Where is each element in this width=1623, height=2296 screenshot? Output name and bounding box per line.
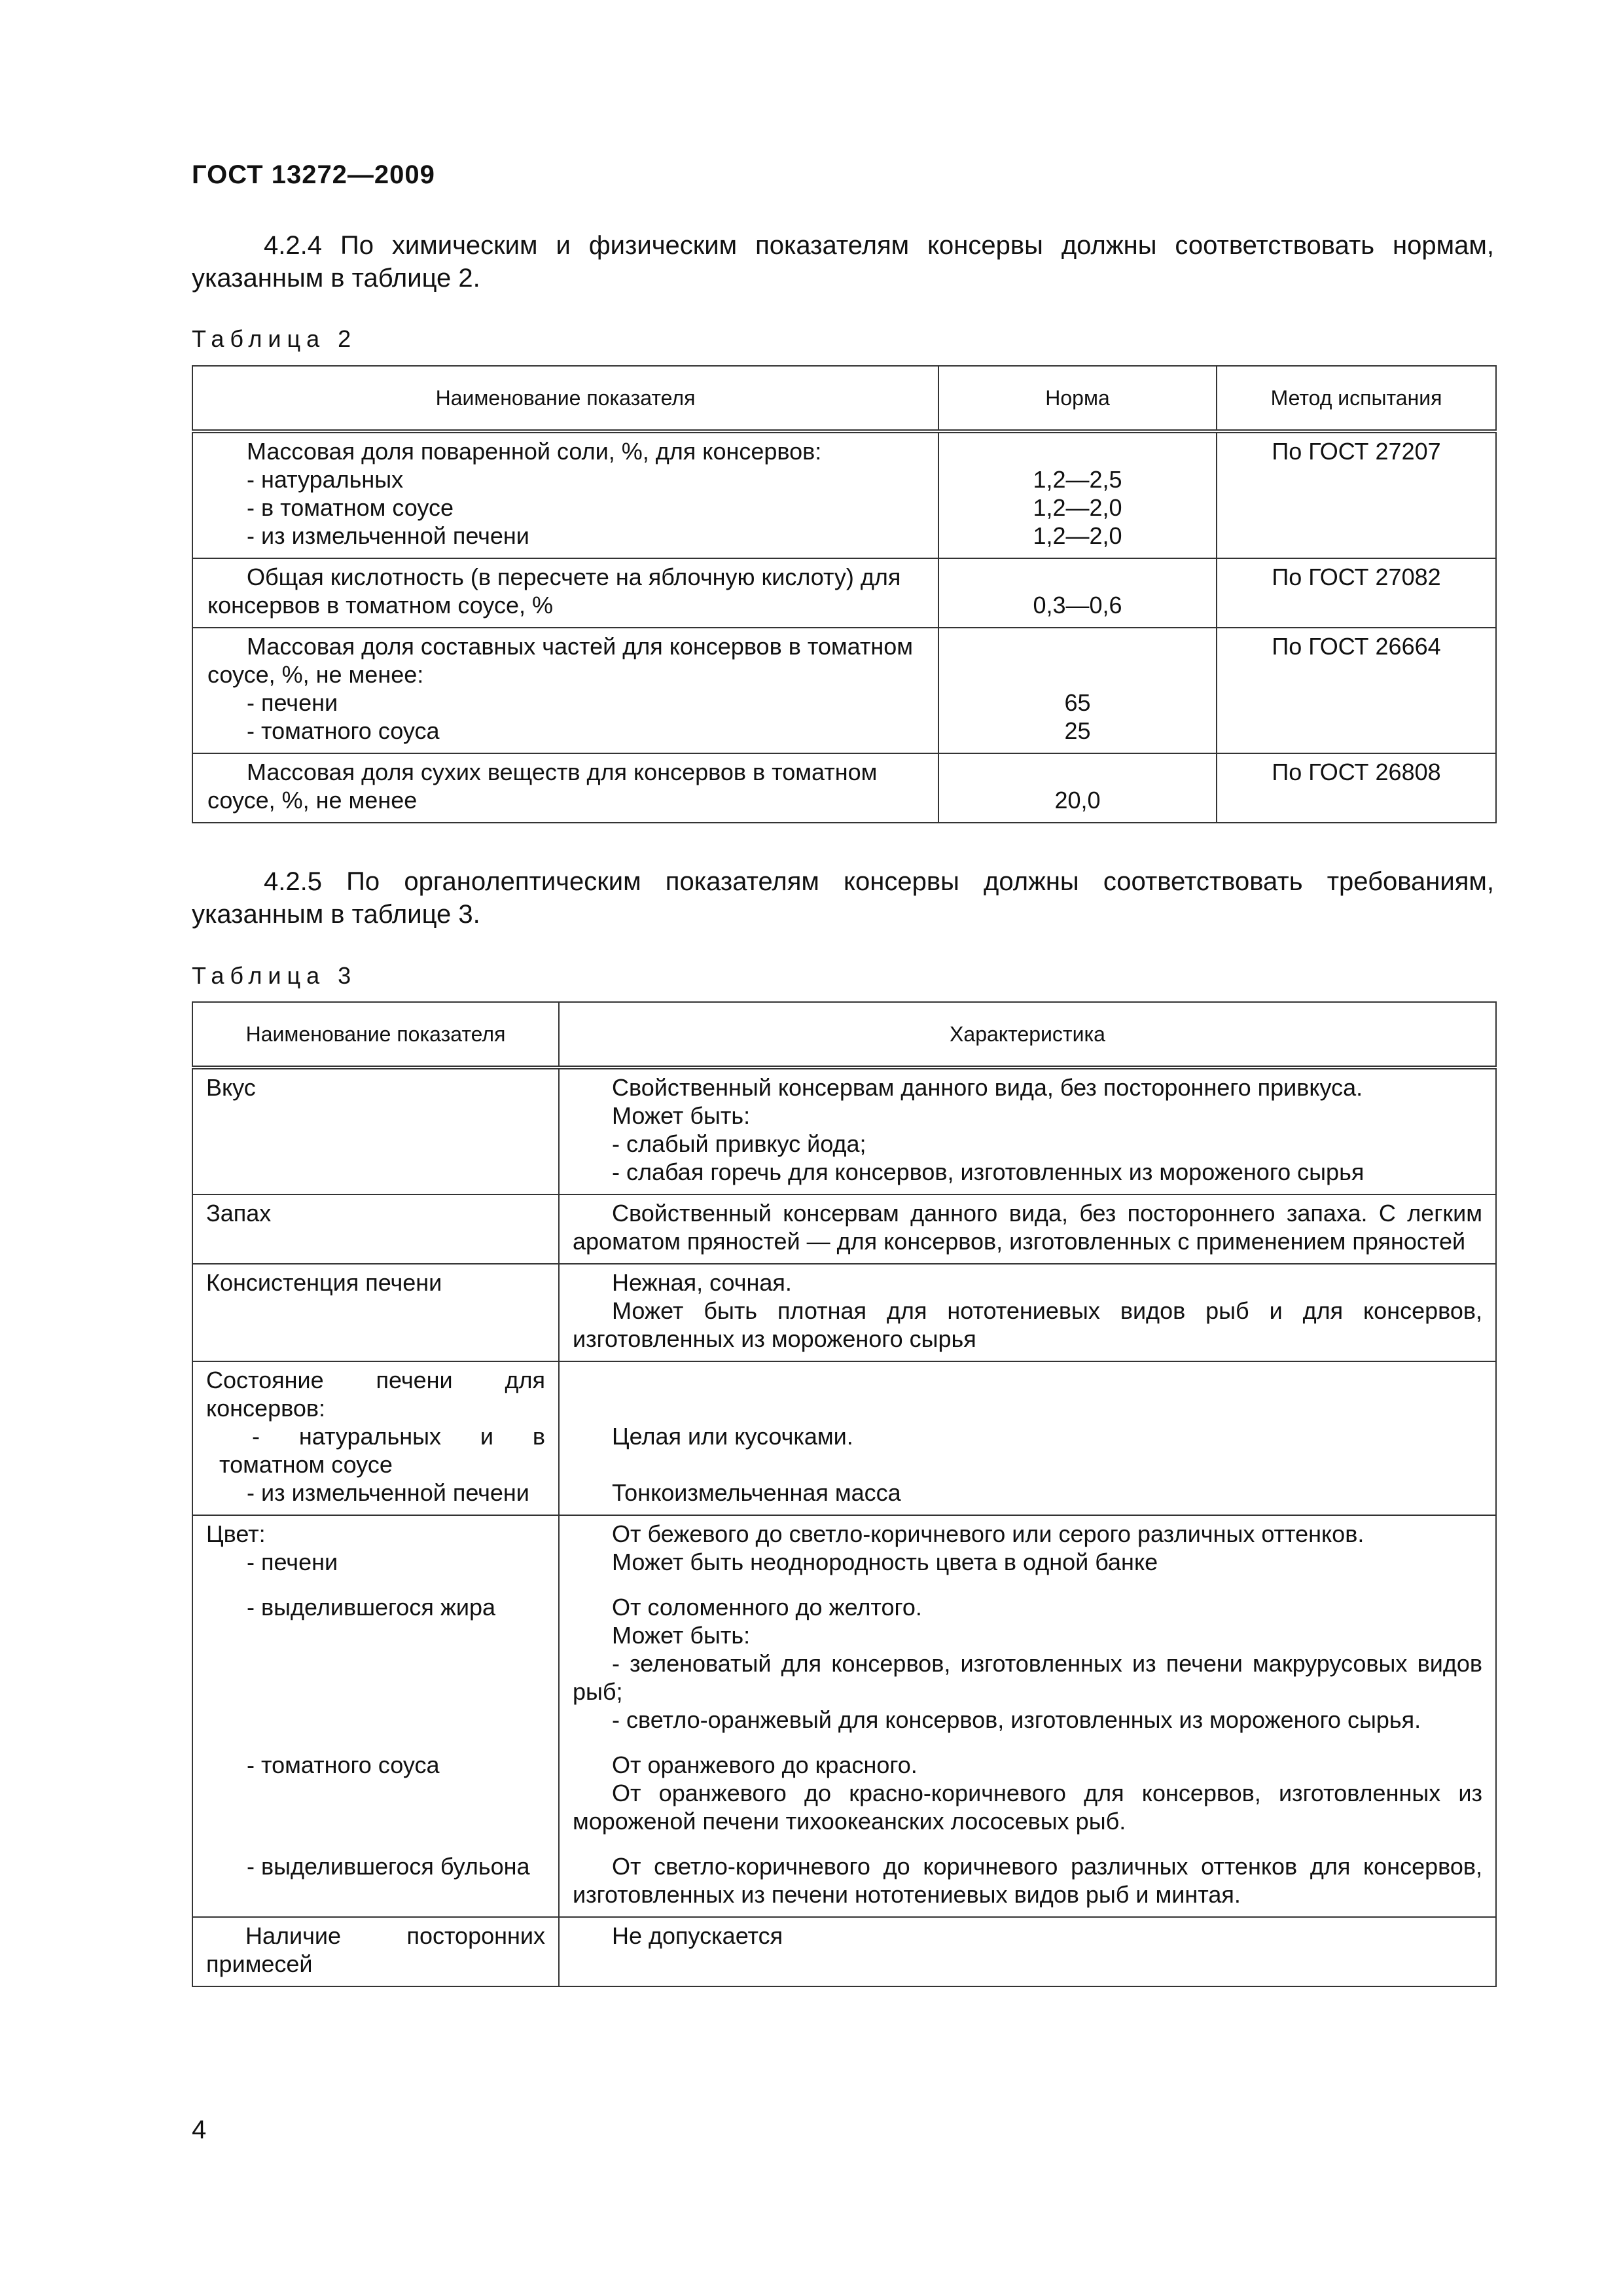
table-row [192, 628, 1496, 753]
table-row-impurities [192, 1917, 1496, 1986]
column-header: Метод испытания [1217, 366, 1496, 431]
characteristic-text: Не допускается [559, 1917, 1496, 1986]
indicator-name: Вкус [192, 1067, 559, 1194]
column-header: Норма [938, 366, 1217, 431]
norm-value: 20,0 [938, 753, 1217, 823]
characteristic-text: Может быть плотная для нототениевых видов рыб и для консервов, изготовленных из мороженого сырья [573, 1297, 1482, 1352]
paragraph-4-2-5 [192, 865, 1494, 931]
norm-value: 25 [1064, 717, 1091, 744]
indicator-sub: - из измельченной печени [247, 1479, 529, 1506]
norm-value: 1,2—2,0 [1033, 494, 1122, 521]
column-header: Наименование показателя [192, 366, 938, 431]
table2-caption: Таблица 2 [192, 325, 357, 352]
test-method: По ГОСТ 27082 [1217, 558, 1496, 628]
characteristic-line: - слабый привкус йода; [612, 1130, 866, 1157]
characteristic-line: - слабая горечь для консервов, изготовленных из мороженого сырья [612, 1158, 1364, 1185]
table3-caption: Таблица 3 [192, 962, 357, 989]
indicator-name: Массовая доля сухих веществ для консервов в томатном соусе, %, не менее [192, 753, 938, 823]
characteristic-line: От соломенного до желтого. [612, 1594, 922, 1621]
table-row-consistency [192, 1264, 1496, 1361]
paragraph-4-2-4 [192, 229, 1494, 295]
characteristic-line: - зеленоватый для консервов, изготовленных из печени макрурусовых видов рыб; [573, 1650, 1482, 1705]
characteristic-line: Свойственный консервам данного вида, без постороннего привкуса. [612, 1074, 1363, 1101]
table-header-row [192, 1002, 1496, 1067]
test-method: По ГОСТ 26664 [1217, 628, 1496, 753]
indicator-name: Консистенция печени [192, 1264, 559, 1361]
table-row-taste [192, 1067, 1496, 1194]
table-3 [192, 1001, 1497, 1987]
document-header-code: ГОСТ 13272—2009 [192, 160, 435, 189]
table-row [192, 431, 1496, 558]
characteristic-line: Может быть неоднородность цвета в одной банке [612, 1549, 1158, 1575]
characteristic-text: От оранжевого до красно-коричневого для консервов, изготовленных из мороженой печени тихоокеанских лососевых рыб. [573, 1780, 1482, 1835]
paragraph-number: 4.2.5 [264, 867, 322, 896]
table-row-state [192, 1361, 1496, 1515]
characteristic-line: От оранжевого до красного. [612, 1751, 918, 1778]
table-row-smell [192, 1194, 1496, 1264]
table-row [192, 753, 1496, 823]
paragraph-text: По химическим и физическим показателям консервы должны соответствовать нормам, указанным в таблице 2. [192, 231, 1494, 293]
characteristic-line: От бежевого до светло-коричневого или серого различных оттенков. [612, 1520, 1364, 1547]
norm-value: 65 [1064, 689, 1091, 716]
indicator-sub: - томатного соуса [247, 1751, 440, 1778]
indicator-sub: - из измельченной печени [247, 522, 529, 549]
indicator-sub: - в томатном соусе [247, 494, 454, 521]
norm-value: 0,3—0,6 [938, 558, 1217, 628]
table-row-color [192, 1515, 1496, 1917]
table-2 [192, 365, 1497, 823]
characteristic-line: - светло-оранжевый для консервов, изготовленных из мороженого сырья. [612, 1706, 1421, 1733]
test-method: По ГОСТ 26808 [1217, 753, 1496, 823]
characteristic-line: Может быть: [612, 1622, 751, 1649]
indicator-sub: - выделившегося жира [247, 1594, 496, 1621]
paragraph-text: По органолептическим показателям консервы должны соответствовать требованиям, указанным в таблице 3. [192, 867, 1494, 929]
indicator-sub: - печени [247, 1549, 338, 1575]
characteristic-line: Нежная, сочная. [612, 1269, 792, 1296]
norm-value: 1,2—2,0 [1033, 522, 1122, 549]
test-method: По ГОСТ 27207 [1217, 431, 1496, 558]
indicator-sub: - томатного соуса [247, 717, 440, 744]
characteristic-line: Может быть: [612, 1102, 751, 1129]
characteristic-text: От светло-коричневого до коричневого различных оттенков для консервов, изготовленных из печени нототениевых видов рыб и минтая. [573, 1853, 1482, 1908]
indicator-sub: - печени [247, 689, 338, 716]
characteristic-line: Тонкоизмельченная масса [612, 1479, 901, 1506]
indicator-name: Состояние печени для консервов: [206, 1367, 545, 1422]
indicator-name: Запах [192, 1194, 559, 1264]
indicator-name: Массовая доля составных частей для консервов в томатном соусе, %, не менее: [207, 633, 914, 688]
characteristic-line: Целая или кусочками. [612, 1423, 853, 1450]
indicator-sub: - выделившегося бульона [247, 1853, 530, 1880]
indicator-name: Общая кислотность (в пересчете на яблочную кислоту) для консервов в томатном соусе, % [192, 558, 938, 628]
column-header: Наименование показателя [192, 1002, 559, 1067]
indicator-name: Массовая доля поваренной соли, %, для консервов: [247, 438, 822, 465]
indicator-sub: - натуральных и в томатном соусе [219, 1423, 545, 1478]
indicator-sub: - натуральных [247, 466, 404, 493]
table-row [192, 558, 1496, 628]
paragraph-number: 4.2.4 [264, 231, 322, 260]
characteristic-text: Свойственный консервам данного вида, без постороннего запаха. С легким ароматом пряностей — для консервов, изготовленных с применением пряностей [559, 1194, 1496, 1264]
norm-value: 1,2—2,5 [1033, 466, 1122, 493]
indicator-name: Цвет: [206, 1520, 266, 1547]
column-header: Характеристика [559, 1002, 1496, 1067]
table-header-row [192, 366, 1496, 431]
page-number: 4 [192, 2115, 207, 2144]
indicator-name: Наличие посторонних примесей [192, 1917, 559, 1986]
